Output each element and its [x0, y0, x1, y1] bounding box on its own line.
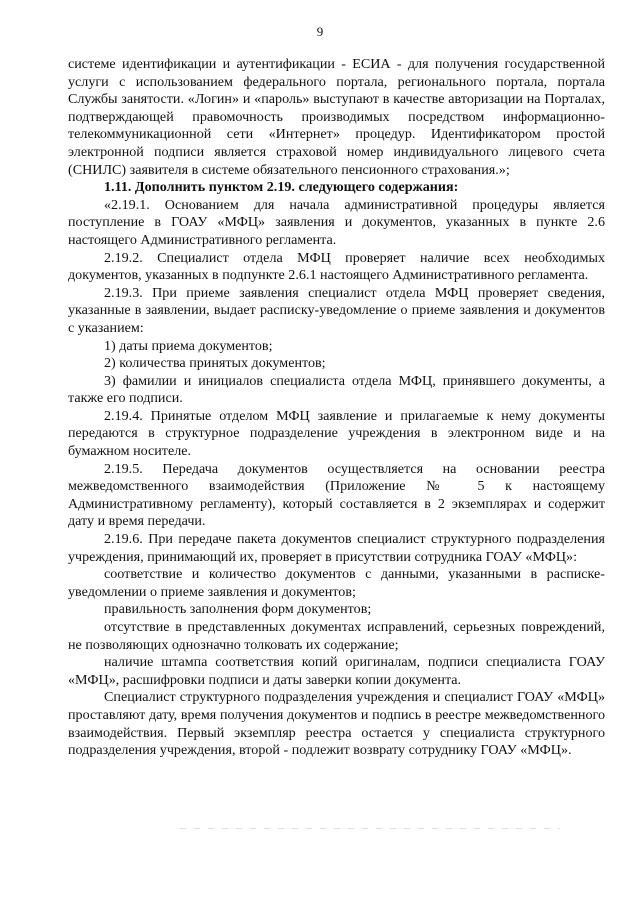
paragraph-2-19-6: 2.19.6. При передаче пакета документов специалист структурного подразделения учреждения, принимающий их, проверяет в присутствии сотрудника ГОАУ «МФЦ»: [68, 531, 605, 565]
section-heading: 1.11. Дополнить пунктом 2.19. следующего содержания: [104, 179, 459, 196]
paragraph-2-19-4: 2.19.4. Принятые отделом МФЦ заявление и прилагаемые к нему документы передаются в структурное подразделение учреждения в электронном виде и на бумажном носителе. [68, 407, 605, 460]
check-item: соответствие и количество документов с данными, указанными в расписке-уведомлении о приеме заявления и документов; [68, 566, 605, 600]
document-body [68, 56, 605, 760]
scan-artifact [180, 828, 560, 829]
page-number: 9 [316, 24, 324, 39]
check-item: наличие штампа соответствия копий оригиналам, подписи специалиста ГОАУ «МФЦ», расшифровки подписи и даты заверки копии документа. [68, 654, 605, 688]
paragraph-2-19-5: 2.19.5. Передача документов осуществляется на основании реестра межведомственного взаимодействия (Приложение № 5 к настоящему Административному регламенту), который составляется в 2 экземплярах и содержит дату и время передачи. [68, 460, 605, 530]
paragraph-2-19-1: «2.19.1. Основанием для начала административной процедуры является поступление в ГОАУ «МФЦ» заявления и документов, указанных в пункте 2.6 настоящего Административного регламента. [68, 196, 605, 248]
check-item: отсутствие в представленных документах исправлений, серьезных повреждений, не позволяющих однозначно толковать их содержание; [68, 619, 605, 653]
paragraph-final: Специалист структурного подразделения учреждения и специалист ГОАУ «МФЦ» проставляют дату, время получения документов и подпись в реестре межведомственного взаимодействия. Первый экземпляр реестра остается у специалиста структурного подразделения учреждения, второй - подлежит возврату сотруднику ГОАУ «МФЦ». [68, 689, 605, 759]
list-item: 2) количества принятых документов; [104, 355, 326, 372]
list-item: 3) фамилии и инициалов специалиста отдела МФЦ, принявшего документы, а также его подписи. [68, 372, 605, 407]
paragraph-continuation: системе идентификации и аутентификации - ЕСИА - для получения государственной услуги с использованием федерального портала, регионального портала, портала Службы занятости. «Логин» и «пароль» выступают в качестве авторизации на Порталах, подтверждающей правомочность производимых посредством информационно-телекоммуникационной сети «Интернет» процедур. Идентификатором простой электронной подписи является страховой номер индивидуального лицевого счета (СНИЛС) заявителя в системе обязательного пенсионного страхования.»; [68, 56, 605, 178]
check-item: правильность заполнения форм документов; [104, 601, 372, 618]
paragraph-2-19-3: 2.19.3. При приеме заявления специалист отдела МФЦ проверяет сведения, указанные в заявлении, выдает расписку-уведомление о приеме заявления и документов с указанием: [68, 284, 605, 336]
paragraph-2-19-2: 2.19.2. Специалист отдела МФЦ проверяет наличие всех необходимых документов, указанных в подпункте 2.6.1 настоящего Административного регламента. [68, 249, 605, 284]
list-item: 1) даты приема документов; [104, 337, 273, 354]
